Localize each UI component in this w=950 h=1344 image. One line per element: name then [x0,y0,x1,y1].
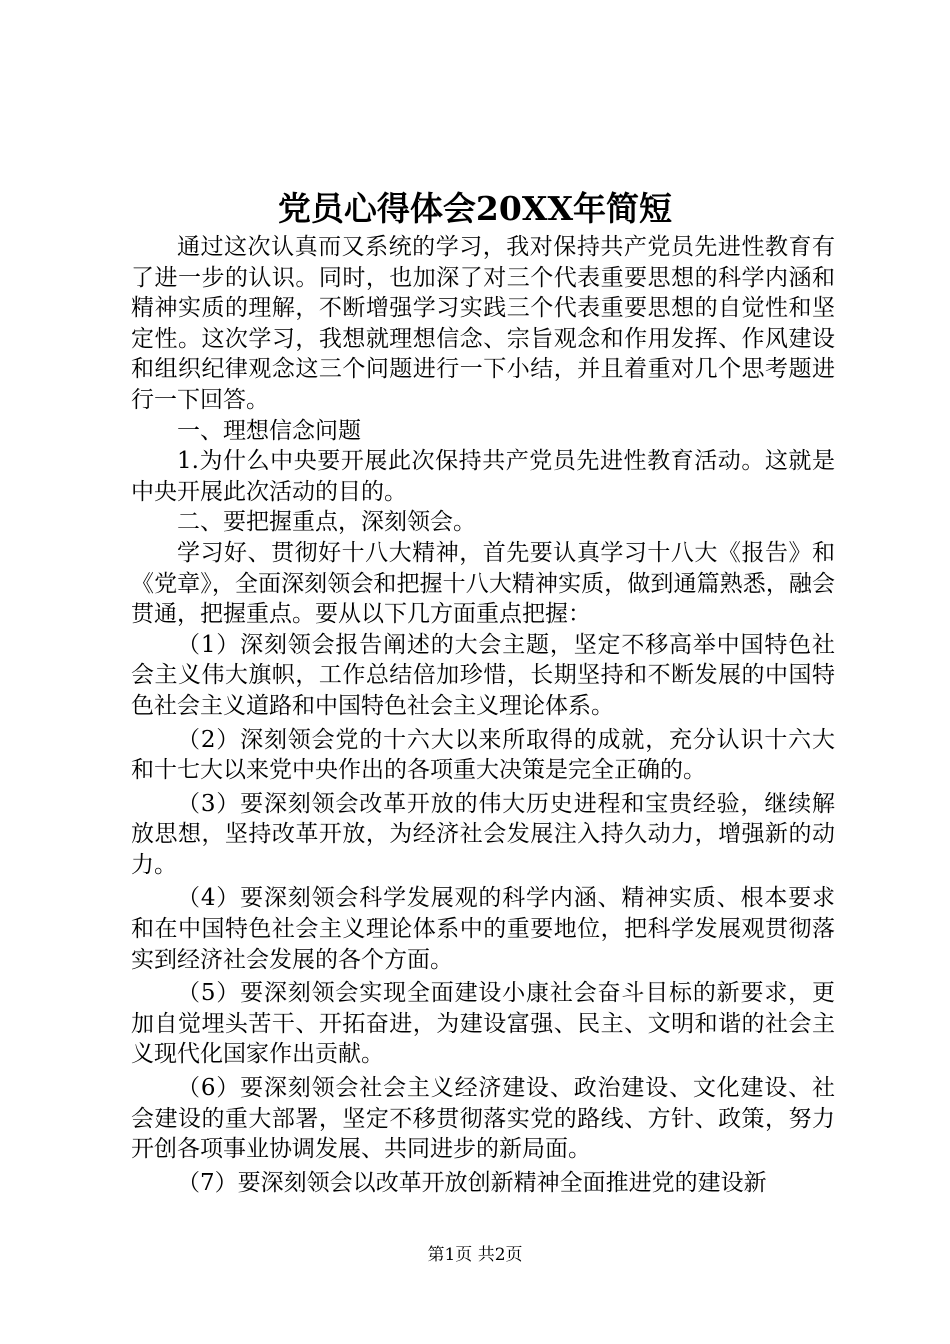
paragraph-intro: 通过这次认真而又系统的学习，我对保持共产党员先进性教育有了进一步的认识。同时，也加深了对三个代表重要思想的科学内涵和精神实质的理解，不断增强学习实践三个代表重要思想的自觉性和坚定性。这次学习，我想就理想信念、宗旨观念和作用发挥、作风建设和组织纪律观念这三个问题进行一下小结，并且着重对几个思考题进行一下回答。 [131,234,835,413]
list-item-1: （1）深刻领会报告阐述的大会主题，坚定不移高举中国特色社会主义伟大旗帜，工作总结倍加珍惜，长期坚持和不断发展的中国特色社会主义道路和中国特色社会主义理论体系。 [131,631,835,719]
list-item-4: （4）要深刻领会科学发展观的科学内涵、精神实质、根本要求和在中国特色社会主义理论体系中的重要地位，把科学发展观贯彻落实到经济社会发展的各个方面。 [131,885,835,973]
list-item-2: （2）深刻领会党的十六大以来所取得的成就，充分认识十六大和十七大以来党中央作出的各项重大决策是完全正确的。 [131,726,835,784]
paragraph-study: 学习好、贯彻好十八大精神，首先要认真学习十八大《报告》和《党章》，全面深刻领会和把握十八大精神实质，做到通篇熟悉，融会贯通，把握重点。要从以下几方面重点把握： [131,539,835,628]
document-body [131,232,835,1198]
list-item-6: （6）要深刻领会社会主义经济建设、政治建设、文化建设、社会建设的重大部署，坚定不移贯彻落实党的路线、方针、政策，努力开创各项事业协调发展、共同进步的新局面。 [131,1075,835,1163]
document-title: 党员心得体会20XX年简短 [277,189,673,228]
list-item-5: （5）要深刻领会实现全面建设小康社会奋斗目标的新要求，更加自觉埋头苦干、开拓奋进，为建设富强、民主、文明和谐的社会主义现代化国家作出贡献。 [131,980,835,1068]
page-footer: 第1页 共2页 [427,1245,523,1265]
paragraph-question-1: 1.为什么中央要开展此次保持共产党员先进性教育活动。这就是中央开展此次活动的目的。 [131,448,835,505]
list-item-3: （3）要深刻领会改革开放的伟大历史进程和宝贵经验，继续解放思想，坚持改革开放，为经济社会发展注入持久动力，增强新的动力。 [131,790,835,878]
heading-ideals: 一、理想信念问题 [177,417,361,444]
heading-key-points: 二、要把握重点，深刻领会。 [177,509,476,536]
list-item-7: （7）要深刻领会以改革开放创新精神全面推进党的建设新 [177,1169,767,1196]
